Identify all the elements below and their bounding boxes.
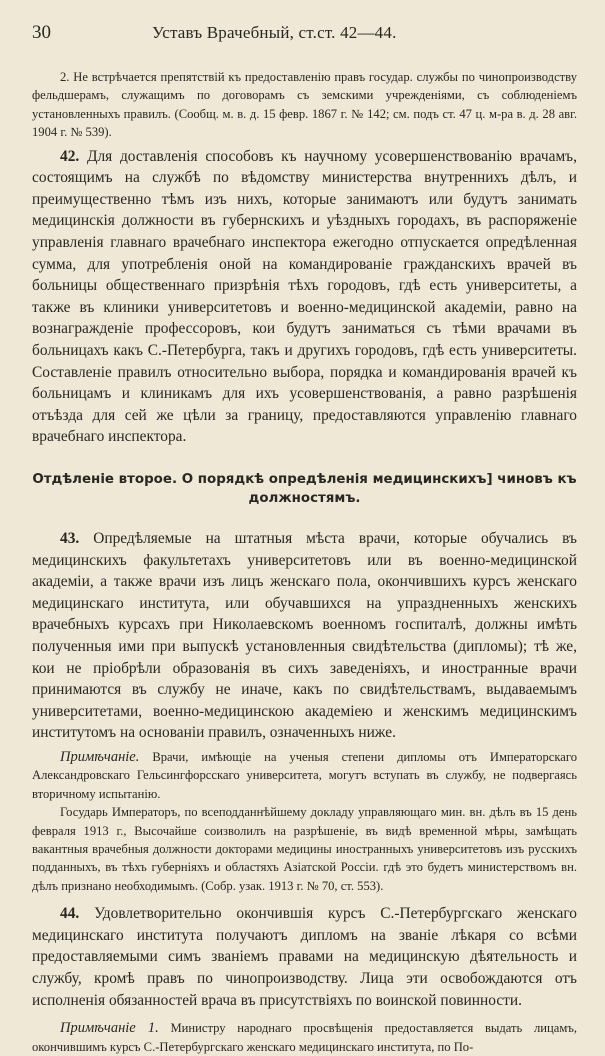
article-42 [32,146,577,448]
article-43-decree: Государь Императоръ, по всеподданнѣйшему докладу управляющаго мин. вн. дѣлъ въ 15 день февраля 1913 г., Высочайше соизволилъ на разрѣшеніе, въ видѣ временной мѣры, замѣщать вакантныя врачебныя должности докторами медицины иностранныхъ университетовъ изъ русскихъ подданныхъ, въ тѣхъ губерніяхъ и областяхъ Азіатской Россіи. гдѣ это будетъ министерствомъ вн. дѣлъ признано необходимымъ. (Собр. узак. 1913 г. № 70, ст. 553). [32,805,577,893]
page-number: 30 [32,22,51,43]
article-43-text: Опредѣляемые на штатныя мѣста врачи, которые обучались въ медицинскихъ факультетахъ университетовъ или въ военно-медицинской академіи, а также врачи изъ лицъ женскаго пола, окончившихъ курсъ женскаго медицинскаго института, или обучавшихся на упраздненныхъ женскихъ врачебныхъ курсахъ при Николаевскомъ военномъ госпиталѣ, должны имѣть полученныя ими при выпускѣ установленныя свидѣтельства (дипломы); тѣ же, кои не пріобрѣли образованія въ сихъ заведеніяхъ, и иностранные врачи принимаются въ службу не иначе, какъ по свидѣтельствамъ, выдаваемымъ университетами, военно-медицинскою академіею и женскимъ медицинскимъ институтомъ на основаніи правилъ, означенныхъ ниже. [32,529,577,742]
article-44-text: Удовлетворительно окончившія курсъ С.-Петербургскаго женскаго медицинскаго института получаютъ дипломъ на званіе лѣкаря со всѣми предоставляемыми симъ званіемъ правами на медицинскую дѣятельность и службу, кромѣ правъ по чинопроизводству. Лица эти освобождаются отъ исполненія обязанностей врача въ присутствіяхъ по воинской повинности. [32,905,577,1009]
article-44 [32,903,577,1011]
article-44-note-1-text: Министру народнаго просвѣщенія предоставляется выдать лицамъ, окончившимъ курсъ С.-Петербургскаго женскаго медицинскаго института, по По- [32,1021,577,1054]
article-43 [32,528,577,744]
article-42-text: Для доставленія способовъ къ научному усовершенствованію врачамъ, состоящимъ на службѣ по вѣдомству министерства внутреннихъ дѣлъ, и преимущественно тѣмъ изъ нихъ, которые занимаютъ или будутъ занимать медицинскія должности въ губернскихъ и уѣздныхъ городахъ, въ распоряженіе управленія главнаго врачебнаго инспектора ежегодно отпускается опредѣленная сумма, для употребленія оной на командированіе гражданскихъ врачей въ больницы общественнаго призрѣнія тѣхъ городовъ, гдѣ есть университеты, а также въ клиники университетовъ и военно-медицинской академіи, равно на вознагражденіе профессоровъ, кои будутъ заниматься съ тѣми врачами въ больницахъ какъ С.-Петербурга, такъ и другихъ городовъ, гдѣ есть университеты. Составленіе правилъ относительно выбора, порядка и командированія врачей къ больницамъ и клиникамъ для ихъ усовершенствованія, а равно разрѣшенія отъѣзда для сей же цѣли за границу, предоставляются управленію главнаго врачебнаго инспектора. [32,147,577,446]
article-44-note-1-label: Примѣчаніе 1. [60,1020,159,1037]
article-42-number: 42. [60,147,80,165]
running-head [32,22,577,52]
section-heading: Отдѣленіе второе. О порядкѣ опредѣленія медицинскихъ] чиновъ къ должностямъ. [32,471,577,506]
article-43-note-text: Врачи, имѣющіе на ученыя степени дипломы отъ Императорскаго Александровскаго Гельсингфорсскаго университета, могутъ вступать въ службу, не подвергаясь вторичному испытанію. [32,749,577,801]
article-43-note [32,748,577,803]
note-2-art-41: 2. Не встрѣчается препятствій къ предоставленію правъ государ. службы по чинопроизводству фельдшерамъ, служащимъ по договорамъ съ земскими учрежденіями, съ соблюденіемъ установленныхъ правилъ. (Сообщ. м. в. д. 15 февр. 1867 г. № 142; см. подъ ст. 47 ц. м-ра в. д. 28 авг. 1904 г. № 539). [32,70,577,140]
article-44-number: 44. [60,905,80,923]
article-44-note-1 [32,1019,577,1056]
running-title: Уставъ Врачебный, ст.ст. 42—44. [152,23,397,42]
article-43-number: 43. [60,529,80,547]
article-43-note-label: Примѣчаніе. [60,748,140,765]
